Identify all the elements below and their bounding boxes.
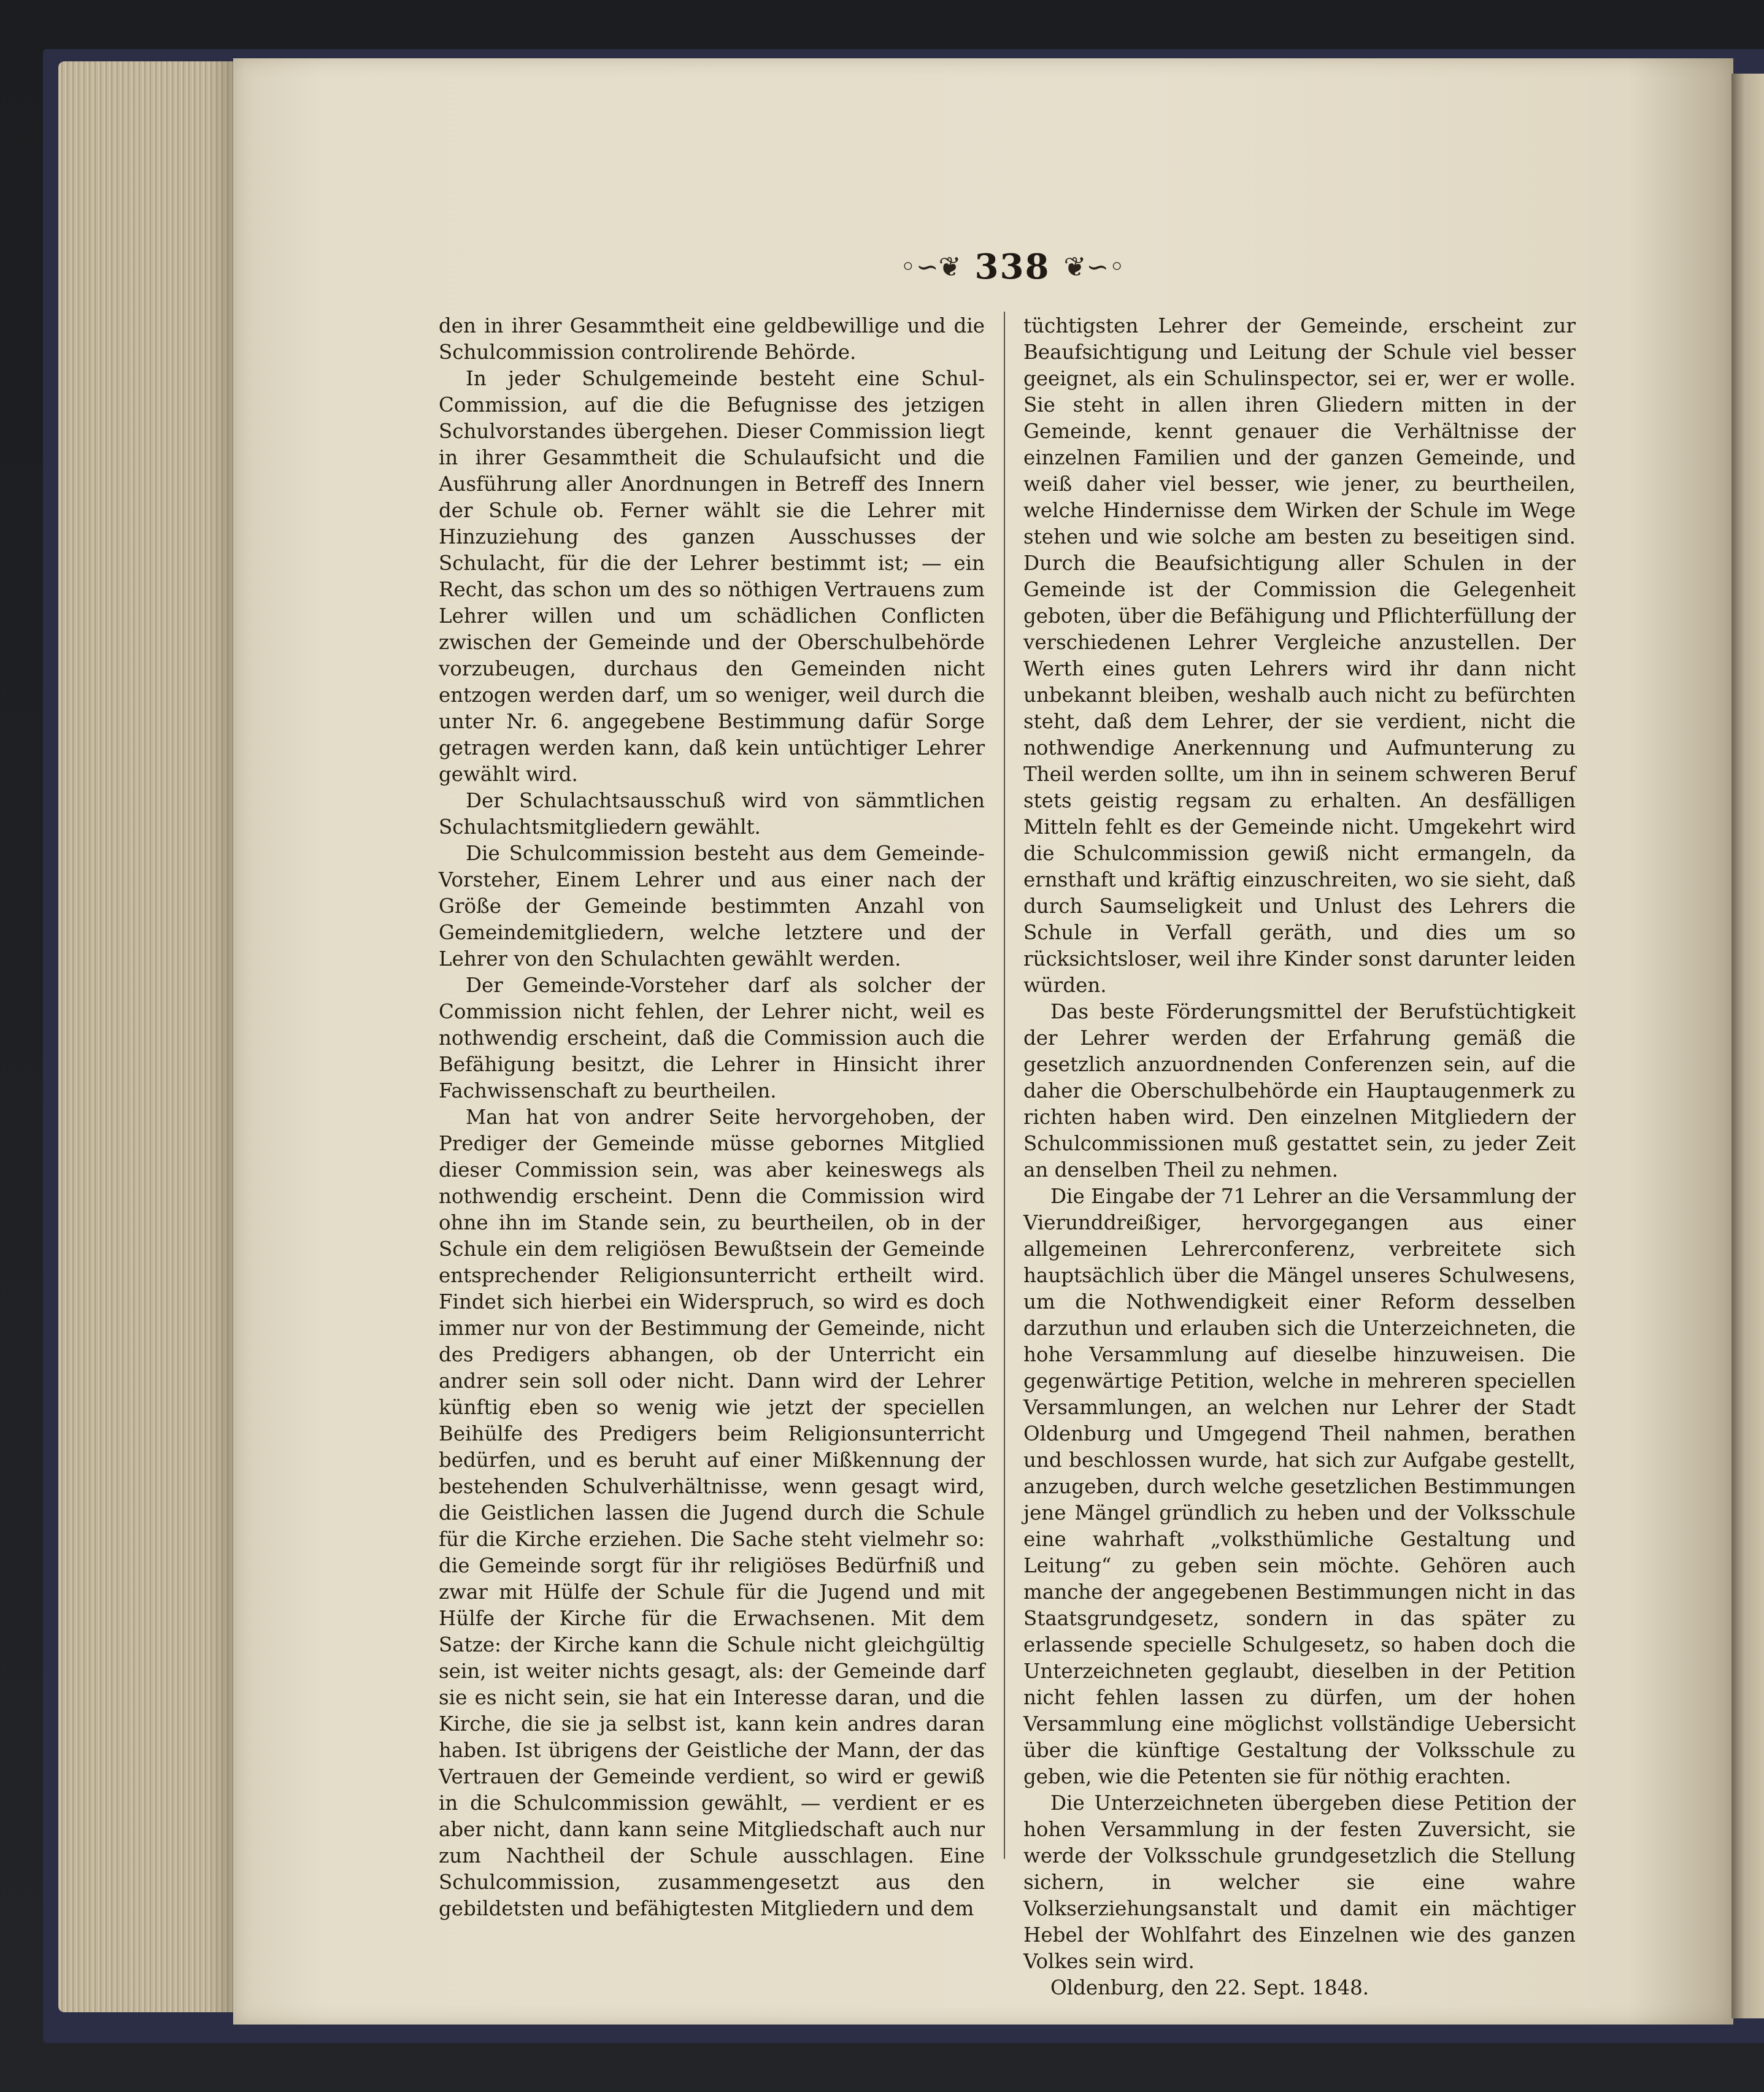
paragraph: Die Eingabe der 71 Lehrer an die Versammlung der Vierunddreißiger, hervorgegangen aus einer allgemeinen Lehrerconferenz, verbreitete sich hauptsächlich über die Mängel unseres Schulwesens, um die Nothwendigkeit einer Reform desselben darzuthun und erlauben sich die Unterzeichneten, die hohe Versammlung auf dieselbe hinzuweisen. Die gegenwärtige Petition, welche in mehreren speciellen Versammlungen, an welchen nur Lehrer der Stadt Oldenburg und Umgegend Theil nahmen, berathen und beschlossen wurde, hat sich zur Aufgabe gestellt, anzugeben, durch welche gesetzlichen Bestimmungen jene Mängel gründlich zu heben und der Volksschule eine wahrhaft „volksthümliche Gestaltung und Leitung“ zu geben sein möchte. Gehören auch manche der angegebenen Bestimmungen nicht in das Staatsgrundgesetz, sondern in das später zu erlassende specielle Schulgesetz, so haben doch die Unterzeichneten geglaubt, dieselben in der Petition nicht fehlen lassen zu dürfen, um der hohen Versammlung eine möglichst vollständige Uebersicht über die künftige Gestaltung der Volksschule zu geben, wie die Petenten sie für nöthig erachten. <box>1023 1185 1576 1788</box>
paragraph: Die Unterzeichneten übergeben diese Petition der hohen Versammlung in der festen Zuversicht, sie werde der Volksschule grundgesetzlich die Stellung sichern, in welcher sie eine wahre Volkserziehungsanstalt und damit ein mächtiger Hebel der Wohlfahrt des Einzelnen wie des ganzen Volkes sein wird. <box>1023 1791 1576 1973</box>
paragraph: Der Gemeinde-Vorsteher darf als solcher der Commission nicht fehlen, der Lehrer nicht, weil es nothwendig erscheint, daß die Commission auch die Befähigung besitzt, die Lehrer in Hinsicht ihrer Fachwissenschaft zu beurtheilen. <box>439 974 985 1102</box>
paragraph: Der Schulachtsausschuß wird von sämmtlichen Schulachtsmitgliedern gewählt. <box>439 789 985 839</box>
ornament-right-icon: ❦∽◦ <box>1063 251 1125 283</box>
paragraph: Die Schulcommission besteht aus dem Gemeinde-Vorsteher, Einem Lehrer und aus einer nach der Größe der Gemeinde bestimmten Anzahl von Gemeindemitgliedern, welche letztere und der Lehrer von den Schulachten gewählt werden. <box>439 842 985 971</box>
place-date-line: Oldenburg, den 22. Sept. 1848. <box>1050 1976 1369 1999</box>
ornament-left-icon: ◦∽❦ <box>899 251 961 283</box>
left-column <box>439 313 985 1922</box>
right-column <box>1023 313 1576 2001</box>
page-number: 338 <box>974 247 1050 287</box>
paragraph: In jeder Schulgemeinde besteht eine Schul-Commission, auf die die Befugnisse des jetzigen Schulvorstandes übergehen. Dieser Commission liegt in ihrer Gesammtheit die Schulaufsicht und die Ausführung aller Anordnungen in Betreff des Innern der Schule ob. Ferner wählt sie die Lehrer mit Hinzuziehung des ganzen Ausschusses der Schulacht, für die der Lehrer bestimmt ist; — ein Recht, das schon um des so nöthigen Vertrauens zum Lehrer willen und um schädlichen Conflicten zwischen der Gemeinde und der Oberschulbehörde vorzubeugen, durchaus den Gemeinden nicht entzogen werden darf, um so weniger, weil durch die unter Nr. 6. angegebene Bestimmung dafür Sorge getragen werden kann, daß kein untüchtiger Lehrer gewählt wird. <box>439 367 985 786</box>
page-header <box>871 245 1154 288</box>
paragraph: den in ihrer Gesammtheit eine geldbewillige und die Schulcommission controlirende Behörde. <box>439 314 985 364</box>
paragraph: tüchtigsten Lehrer der Gemeinde, erscheint zur Beaufsichtigung und Leitung der Schule viel besser geeignet, als ein Schulinspector, sei er, wer er wolle. Sie steht in allen ihren Gliedern mitten in der Gemeinde, kennt genauer die Verhältnisse der einzelnen Familien und der ganzen Gemeinde, und weiß daher viel besser, wie jener, zu beurtheilen, welche Hindernisse dem Wirken der Schule im Wege stehen und wie solche am besten zu beseitigen sind. Durch die Beaufsichtigung aller Schulen in der Gemeinde ist der Commission die Gelegenheit geboten, über die Befähigung und Pflichterfüllung der verschiedenen Lehrer Vergleiche anzustellen. Der Werth eines guten Lehrers wird ihr dann nicht unbekannt bleiben, weshalb auch nicht zu befürchten steht, daß dem Lehrer, der sie verdient, nicht die nothwendige Anerkennung und Aufmunterung zu Theil werden sollte, um ihn in seinem schweren Beruf stets geistig regsam zu erhalten. An desfälligen Mitteln fehlt es der Gemeinde nicht. Umgekehrt wird die Schulcommission gewiß nicht ermangeln, da ernsthaft und kräftig einzuschreiten, wo sie sieht, daß durch Saumseligkeit und Unlust des Lehrers die Schule in Verfall geräth, und dies um so rücksichtsloser, weil ihre Kinder sonst darunter leiden würden. <box>1023 314 1576 997</box>
column-divider <box>1004 312 1005 1859</box>
paragraph: Man hat von andrer Seite hervorgehoben, der Prediger der Gemeinde müsse gebornes Mitglied dieser Commission sein, was aber keineswegs als nothwendig erscheint. Denn die Commission wird ohne ihn im Stande sein, zu beurtheilen, ob in der Schule ein dem religiösen Bewußtsein der Gemeinde entsprechender Religionsunterricht ertheilt wird. Findet sich hierbei ein Widerspruch, so wird es doch immer nur von der Bestimmung der Gemeinde, nicht des Predigers abhangen, ob der Unterricht ein andrer sein soll oder nicht. Dann wird der Lehrer künftig eben so wenig wie jetzt der speciellen Beihülfe des Predigers beim Religionsunterricht bedürfen, und es beruht auf einer Mißkennung der bestehenden Schulverhältnisse, wenn gesagt wird, die Geistlichen lassen die Jugend durch die Schule für die Kirche erziehen. Die Sache steht vielmehr so: die Gemeinde sorgt für ihr religiöses Bedürfniß und zwar mit Hülfe der Schule für die Jugend und mit Hülfe der Kirche für die Erwachsenen. Mit dem Satze: der Kirche kann die Schule nicht gleichgültig sein, ist weiter nichts gesagt, als: der Gemeinde darf sie es nicht sein, sie hat ein Interesse daran, und die Kirche, die sie ja selbst ist, kann kein andres daran haben. Ist übrigens der Geistliche der Mann, der das Vertrauen der Gemeinde verdient, so wird er gewiß in die Schulcommission gewählt, — verdient er es aber nicht, dann kann seine Mitgliedschaft auch nur zum Nachtheil der Schule ausschlagen. Eine Schulcommission, zusammengesetzt aus den gebildetsten und befähigtesten Mitgliedern und dem <box>439 1106 985 1920</box>
paragraph: Das beste Förderungsmittel der Berufstüchtigkeit der Lehrer werden der Erfahrung gemäß die gesetzlich anzuordnenden Conferenzen sein, auf die daher die Oberschulbehörde ein Hauptaugenmerk zu richten haben wird. Den einzelnen Mitgliedern der Schulcommissionen muß gestattet sein, zu jeder Zeit an denselben Theil zu nehmen. <box>1023 1000 1576 1182</box>
facing-page-edge <box>1731 74 1764 2018</box>
